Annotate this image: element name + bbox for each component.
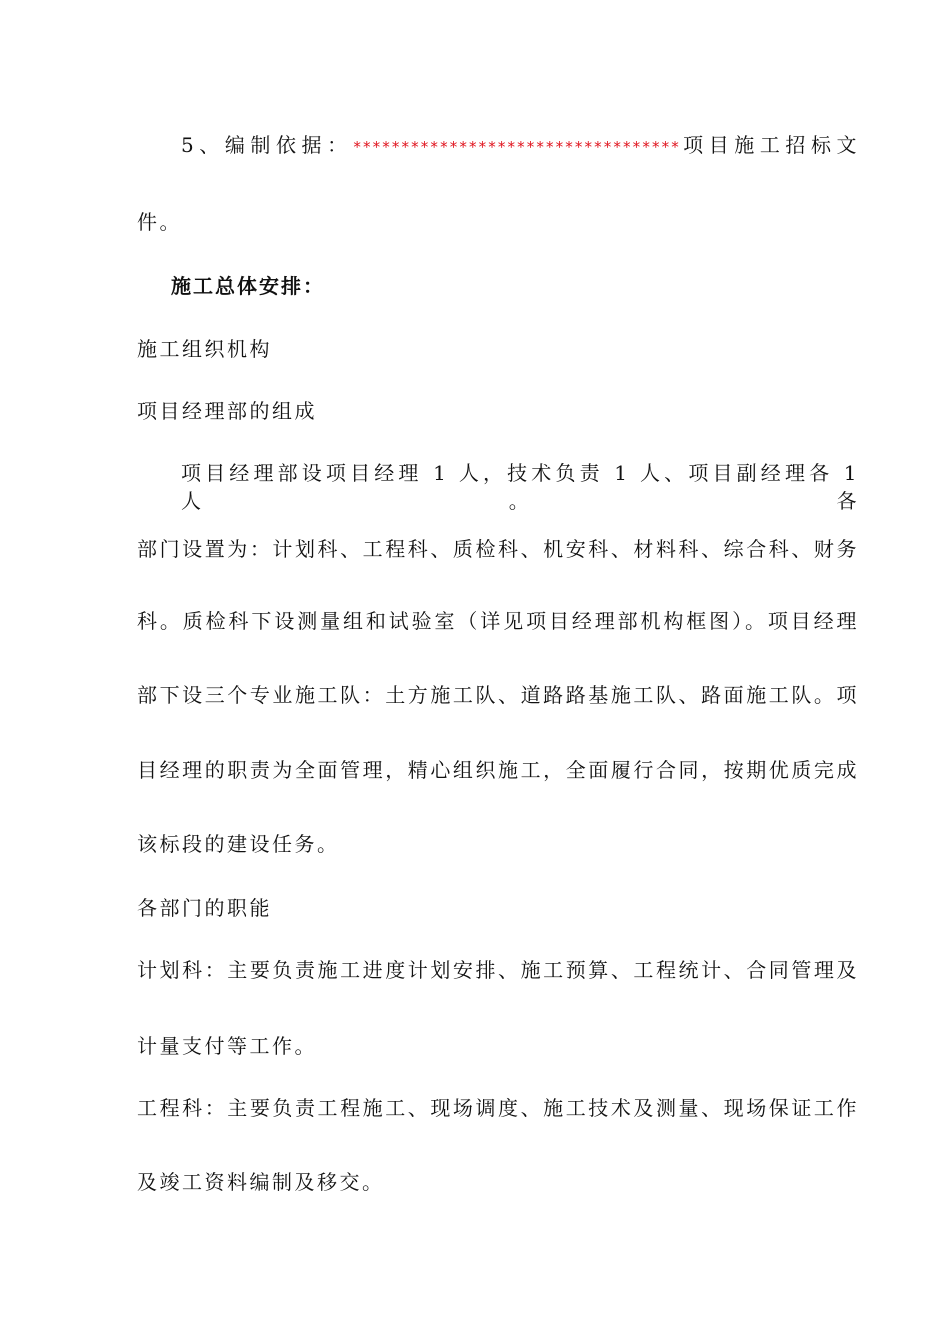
heading-department-functions: 各部门的职能: [137, 896, 272, 920]
engineering-dept-line: 及竣工资料编制及移交。: [137, 1170, 385, 1194]
planning-dept-line: 计量支付等工作。: [137, 1034, 317, 1058]
planning-dept-line: 计划科：主要负责施工进度计划安排、施工预算、工程统计、合同管理及: [137, 958, 859, 982]
basis-line: [181, 131, 859, 161]
basis-tail: 项目施工招标文: [680, 133, 859, 157]
para1-line: 部门设置为：计划科、工程科、质检科、机安科、材料科、综合科、财务: [137, 537, 859, 561]
redacted-project-name: **********************************: [352, 138, 681, 156]
para1-line: 目经理的职责为全面管理，精心组织施工，全面履行合同，按期优质完成: [137, 758, 859, 782]
engineering-dept-line: 工程科：主要负责工程施工、现场调度、施工技术及测量、现场保证工作: [137, 1096, 859, 1120]
basis-continuation: 件。: [137, 210, 182, 234]
heading-project-department: 项目经理部的组成: [137, 399, 317, 423]
para1-line: 该标段的建设任务。: [137, 832, 340, 856]
heading-construction-organization: 施工组织机构: [137, 337, 272, 361]
heading-overall-arrangement: 施工总体安排：: [171, 274, 325, 298]
para1-line: 部下设三个专业施工队：土方施工队、道路路基施工队、路面施工队。项: [137, 683, 859, 707]
para1-line: 科。质检科下设测量组和试验室（详见项目经理部机构框图）。项目经理: [137, 609, 859, 633]
para1-line: 项目经理部设项目经理 1 人，技术负责 1 人、项目副经理各 1 人。各: [181, 461, 859, 513]
basis-label: 5、编制依据：: [181, 133, 353, 157]
